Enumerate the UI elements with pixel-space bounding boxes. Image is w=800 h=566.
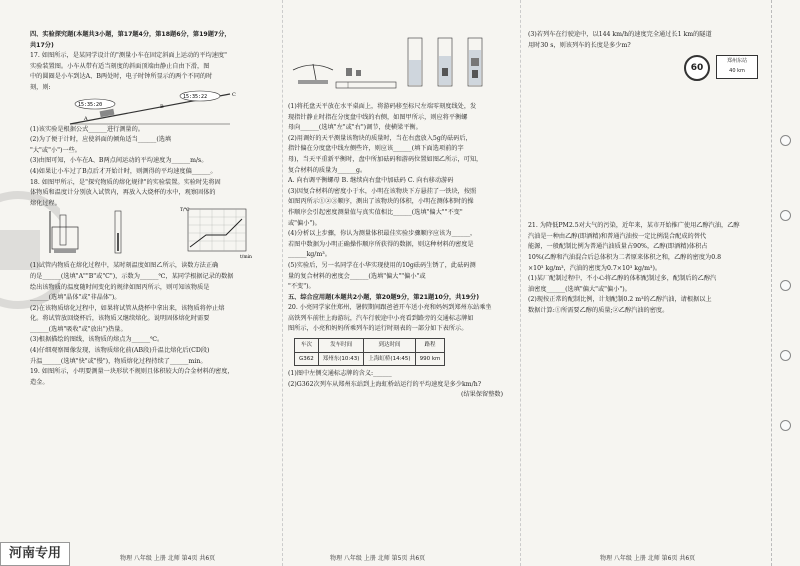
q19-1: 现指针静止时指在分度盘中线的右侧，如图甲所示，则应将平衡螺 bbox=[288, 113, 468, 121]
q19-2: 指针偏在分度盘中线左侧些许，则应该______(填下面选项前的字 bbox=[288, 145, 464, 153]
traffic-sign-figure bbox=[528, 51, 758, 81]
q17-4: (4)如果让小车过了B点后才开始计时，则测得的平均速度偏______。 bbox=[30, 167, 217, 175]
q19-4: 若图中数据为小明正确操作顺序所获得的数据，则这种材料的密度是 bbox=[288, 240, 474, 248]
binding-hole bbox=[780, 280, 791, 291]
q21-1: 油密度______(选填"偏大"或"偏小")。 bbox=[528, 285, 631, 293]
distance-sign-station: 郑州东站 bbox=[726, 58, 747, 65]
melting-apparatus bbox=[30, 205, 270, 261]
q18-3: (3)根据描绘的图线，该物质的熔点为______℃。 bbox=[30, 336, 164, 344]
q19-3: 或"偏小")。 bbox=[288, 219, 321, 227]
binding-hole bbox=[780, 420, 791, 431]
balance-figure bbox=[288, 30, 513, 102]
graph-y-label: T/℃ bbox=[180, 208, 190, 214]
q19-figure bbox=[288, 30, 513, 102]
q20-text: 20. 小亮同学家住郑州，暑假期间跟爸爸开车送小亮和妈妈到郑州东站乘坐 bbox=[288, 304, 492, 312]
q17-2b: "大"或"小")一些。 bbox=[30, 146, 81, 154]
region-badge: 河南专用 bbox=[0, 542, 70, 566]
q21-text: 汽油是一种由乙醇(即酒精)和普通汽油按一定比例混合配成的替代 bbox=[528, 232, 707, 240]
divider bbox=[282, 0, 283, 566]
column-middle bbox=[288, 30, 513, 401]
q21-text: 10%(乙醇和汽油混合后总体积为二者原来体积之和，乙醇的密度为0.8 bbox=[528, 253, 722, 261]
column-left bbox=[30, 30, 278, 388]
distance-sign bbox=[716, 55, 758, 79]
q19-1: (1)将托盘天平放在水平桌面上，将游码移至标尺左端零刻度线处，发 bbox=[288, 103, 477, 110]
q21-2: 数据计算:①所需要乙醇的质量;②乙醇汽油的密度。 bbox=[528, 306, 669, 314]
table-cell: 上海虹桥(14:45) bbox=[364, 352, 415, 366]
distance-sign-km: 40 km bbox=[729, 68, 745, 75]
answer-space bbox=[528, 81, 758, 221]
q19-text: 19. 如图所示，小明要测量一块形状不规则且体积较大的合金材料的密度， bbox=[30, 368, 234, 376]
time-a: 15:35:20 bbox=[78, 101, 103, 108]
table-row bbox=[295, 352, 445, 366]
q21-text: ×10³ kg/m³，汽油的密度为0.7×10³ kg/m³)。 bbox=[528, 264, 662, 272]
train-table-wrap bbox=[288, 335, 513, 369]
q18-figure bbox=[30, 209, 278, 261]
q18-2: 化。将试管放回烧杯后，该物质又继续熔化。说明固体熔化时需要 bbox=[30, 315, 210, 323]
q17-figure bbox=[30, 91, 278, 125]
q17-text: 17. 如图所示，是某同学设计的"测量小车在固定斜面上运动的平均速度" bbox=[30, 52, 227, 60]
binding-hole bbox=[780, 135, 791, 146]
q18-text: 熔化过程。 bbox=[30, 199, 61, 207]
q20-2-note: (结果保留整数) bbox=[461, 391, 503, 399]
q20-3: (3)若列车在行驶途中，以144 km/h的速度完全通过长1 km的隧道 bbox=[528, 31, 712, 38]
label-a: A bbox=[84, 115, 88, 122]
column-right bbox=[528, 30, 758, 317]
table-header: 路程 bbox=[415, 339, 445, 353]
q19-1: 母向______(选填"左"或"右")调节，使横梁平衡。 bbox=[288, 124, 422, 132]
q17-text: 中的圆圈是小车到达A、B两处时，电子时钟所显示的两个不同的时 bbox=[30, 73, 213, 81]
q20-1: (1)图中左侧交通标志牌的含义:______ bbox=[288, 370, 392, 378]
q17-text: 实验装置图。小车从带有适当刻度的斜面顶端由静止自由下滑，图 bbox=[30, 62, 210, 70]
q19-5: (5)实验后，另一名同学在小华实现使用的10g砝码生锈了，此砝码测 bbox=[288, 261, 476, 269]
q21-2: (2)现按正常的配制比例，计划配制0.2 m³的乙醇汽油，请根据以上 bbox=[528, 296, 712, 304]
graph-x-label: t/min bbox=[240, 255, 252, 261]
q19-4: ______kg/m³。 bbox=[288, 251, 331, 259]
table-cell: 郑州东(10:43) bbox=[318, 352, 364, 366]
q17-text: 刻，则: bbox=[30, 83, 51, 91]
q21-text: 21. 为降低PM2.5对大气的污染，近年来，某市开始推广使用乙醇汽油，乙醇 bbox=[528, 222, 740, 230]
q19-options: A. 向右调平衡螺母 B. 继续向右盘中加砝码 C. 向右移动游码 bbox=[288, 177, 454, 185]
q19-3: 作顺序会引起密度测量值与真实值相比______(选填"偏大""不变" bbox=[288, 208, 463, 216]
q17-1: (1)该实验是根据公式______进行测量的。 bbox=[30, 125, 144, 133]
q19-5: "不变")。 bbox=[288, 283, 315, 291]
section-heading-5: 五、综合应用题(本题共2小题，第20题9分，第21题10分，共19分) bbox=[288, 293, 480, 301]
table-cell: G362 bbox=[295, 352, 319, 366]
page-footer-6: 物理 八年级 上册 北师 第6页 共6页 bbox=[600, 555, 696, 562]
table-header: 车次 bbox=[295, 339, 319, 353]
section-heading-cont: 共17分) bbox=[30, 41, 54, 49]
q20-3: 用时30 s，则该列车的长度是多少m? bbox=[528, 41, 631, 49]
q19-3: 如图丙所示①②③顺序，测出了该物块的体积，小明在测体积时的操 bbox=[288, 198, 474, 206]
page-footer-5: 物理 八年级 上册 北师 第5页 共6页 bbox=[330, 555, 426, 562]
table-cell: 990 km bbox=[415, 352, 445, 366]
divider bbox=[520, 0, 521, 566]
q18-2: (2)在该物质熔化过程中，如果将试管从烧杯中拿出来，该物质将停止熔 bbox=[30, 304, 225, 312]
q17-2: (2)为了便于计时，应使斜面的倾角适当______(选填 bbox=[30, 136, 172, 144]
q17-3: (3)由图可知，小车在A、B两点间运动的平均速度为______m/s。 bbox=[30, 157, 208, 165]
q18-text: 18. 如图甲所示，是"探究物质的熔化规律"的实验装置。实验时先将固 bbox=[30, 178, 221, 186]
label-c: C bbox=[232, 91, 236, 98]
binding-hole bbox=[780, 210, 791, 221]
table-header: 到达时间 bbox=[364, 339, 415, 353]
time-b: 15:35:22 bbox=[183, 93, 208, 100]
q19-4: (4)分析以上步骤，你认为测量体积最佳实验步骤顺序应该为______， bbox=[288, 230, 477, 238]
q19-3: (3)因复合材料的密度小于水，小明在该物块下方悬挂了一铁块，按照 bbox=[288, 187, 477, 195]
binding-hole bbox=[780, 350, 791, 361]
incline-figure bbox=[60, 88, 260, 128]
q18-1: 绘出该物质的温度随时间变化的规律如图丙所示，则可知该物质是 bbox=[30, 283, 210, 291]
q20-text: 高铁列车前往上海游玩，汽车行驶途中小亮看到路旁的交通标志牌如 bbox=[288, 314, 474, 322]
q20-2: (2)G362次列车从郑州东站到上海虹桥站运行的平均速度是多少km/h? bbox=[288, 380, 482, 388]
q20-text: 图所示，小亮和妈妈所乘列车的运行时刻表的一部分如下表所示。 bbox=[288, 325, 468, 333]
speed-limit-sign: 60 bbox=[684, 55, 710, 81]
binding-margin bbox=[771, 0, 800, 566]
q19-5: 量的复合材料的密度会______(选填"偏大""偏小"或 bbox=[288, 272, 426, 280]
section-heading: 四、实验探究题(本题共3小题，第17题4分，第18题6分，第19题7分， bbox=[30, 31, 231, 38]
q21-text: 能源，一般配制比例为普通汽油质量占90%，乙醇(即酒精)体积占 bbox=[528, 243, 708, 251]
q19-2: 母)，当天平重新平衡时，盘中所加砝码和游码位置如图乙所示，可知， bbox=[288, 155, 483, 163]
q19-2: (2)用调好的天平测量该物块的质量时，当在右盘放入5g的砝码后， bbox=[288, 134, 472, 142]
q18-1: 的是______(选填"A""B"或"C")，示数为______℃，某同学根据记录的数据 bbox=[30, 272, 234, 280]
q18-1: ______(选填"晶体"或"非晶体")。 bbox=[30, 294, 121, 302]
table-header-row bbox=[295, 339, 445, 353]
q18-4: 升温______(选填"快"或"慢")，物质熔化过程持续了______min。 bbox=[30, 357, 207, 365]
q18-2: ______(选填"吸收"或"放出")热量。 bbox=[30, 325, 127, 333]
q19-2: 复合材料的质量为______g。 bbox=[288, 166, 367, 174]
page-footer-4: 物理 八年级 上册 北师 第4页 共6页 bbox=[120, 555, 216, 562]
q21-1: (1)某厂配制过程中，不小心将乙醇的体积配制过多，配制后的乙醇汽 bbox=[528, 275, 717, 283]
q18-text: 体物质和温度计分别放入试管内，再放入大烧杯的水中，观察固体的 bbox=[30, 189, 216, 197]
table-header: 发车时间 bbox=[318, 339, 364, 353]
train-timetable bbox=[294, 338, 445, 366]
q19-text: 造金。 bbox=[30, 378, 49, 386]
q18-4: (4)仔细观察图像发现，该物质熔化前(AB段)升温比熔化后(CD段) bbox=[30, 347, 210, 355]
q18-1: (1)试管内物质在熔化过程中，某时刻温度如图乙所示，读数方法正确 bbox=[30, 262, 219, 270]
label-b: B bbox=[160, 103, 164, 110]
